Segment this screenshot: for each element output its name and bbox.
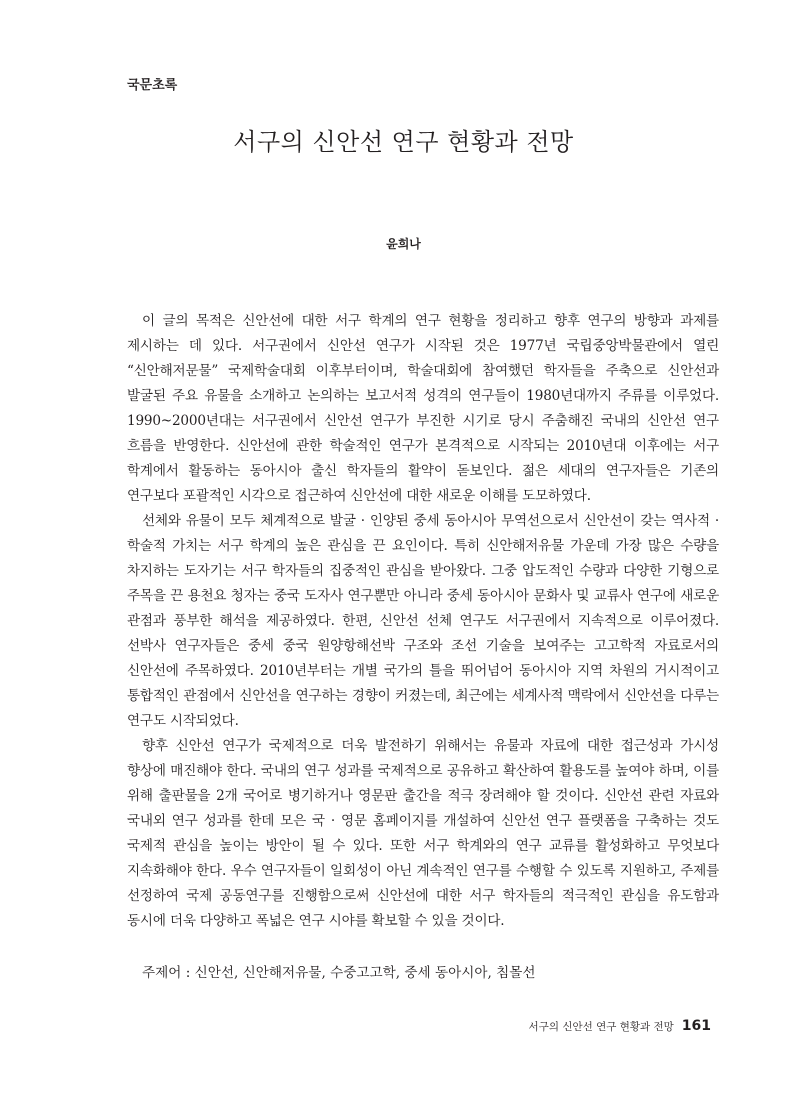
abstract-paragraph-2: 선체와 유물이 모두 체계적으로 발굴 · 인양된 중세 동아시아 무역선으로서 신안선이 갖는 역사적 · 학술적 가치는 서구 학계의 높은 관심을 끈 요인이다. 특히 신안해저유물 가운데 가장 많은 수량을 차지하는 도자기는 서구 학자들의 집중적인 관심을 받아왔다. 그중 압도적인 수량과 다양한 기형으로 주목을 끈 용천요 청자는 중국 도자사 연구뿐만 아니라 중세 동아시아 문화사 및 교류사 연구에 새로운 관점과 풍부한 해석을 제공하였다. 한편, 신안선 선체 연구도 서구권에서 지속적으로 이루어졌다. 선박사 연구자들은 중세 중국 원양항해선박 구조와 조선 기술을 보여주는 고고학적 자료로서의 신안선에 주목하였다. 2010년부터는 개별 국가의 틀을 뛰어넘어 동아시아 지역 차원의 거시적이고 통합적인 관점에서 신안선을 연구하는 경향이 커졌는데, 최근에는 세계사적 맥락에서 신안선을 다루는 연구도 시작되었다.: [127, 513, 719, 729]
abstract-body: [127, 309, 719, 934]
abstract-paragraph-1: 이 글의 목적은 신안선에 대한 서구 학계의 연구 현황을 정리하고 향후 연구의 방향과 과제를 제시하는 데 있다. 서구권에서 신안선 연구가 시작된 것은 1977년 국립중앙박물관에서 열린 “신안해저문물” 국제학술대회 이후부터이며, 학술대회에 참여했던 학자들을 주축으로 신안선과 발굴된 주요 유물을 소개하고 논의하는 보고서적 성격의 연구들이 1980년대까지 주류를 이루었다. 1990~2000년대는 서구권에서 신안선 연구가 부진한 시기로 당시 주춤해진 국내의 신안선 연구 흐름을 반영한다. 신안선에 관한 학술적인 연구가 본격적으로 시작되는 2010년대 이후에는 서구 학계에서 활동하는 동아시아 출신 학자들의 활약이 돋보인다. 젊은 세대의 연구자들은 기존의 연구보다 포괄적인 시각으로 접근하여 신안선에 대한 새로운 이해를 도모하였다.: [127, 313, 719, 504]
abstract-paragraph-3: 향후 신안선 연구가 국제적으로 더욱 발전하기 위해서는 유물과 자료에 대한 접근성과 가시성 향상에 매진해야 한다. 국내의 연구 성과를 국제적으로 공유하고 확산하여 활용도를 높여야 하며, 이를 위해 출판물을 2개 국어로 병기하거나 영문판 출간을 적극 장려해야 할 것이다. 신안선 관련 자료와 국내외 연구 성과를 한데 모은 국 · 영문 홈페이지를 개설하여 신안선 연구 플랫폼을 구축하는 것도 국제적 관심을 높이는 방안이 될 수 있다. 또한 서구 학계와의 연구 교류를 활성화하고 무엇보다 지속화해야 한다. 우수 연구자들이 일회성이 아닌 계속적인 연구를 수행할 수 있도록 지원하고, 주제를 선정하여 국제 공동연구를 진행함으로써 신안선에 대한 서구 학자들의 적극적인 관심을 유도함과 동시에 더욱 다양하고 폭넓은 연구 시야를 확보할 수 있을 것이다.: [127, 738, 719, 929]
author-name: 윤희나: [386, 237, 421, 251]
article-title: 서구의 신안선 연구 현황과 전망: [233, 128, 574, 156]
keywords-line: 주제어 : 신안선, 신안해저유물, 수중고고학, 중세 동아시아, 침몰선: [142, 965, 536, 981]
section-label: 국문초록: [127, 78, 178, 93]
page-number: 161: [681, 1018, 711, 1034]
page-footer: [529, 1018, 711, 1034]
running-title: 서구의 신안선 연구 현황과 전망: [528, 1021, 674, 1033]
